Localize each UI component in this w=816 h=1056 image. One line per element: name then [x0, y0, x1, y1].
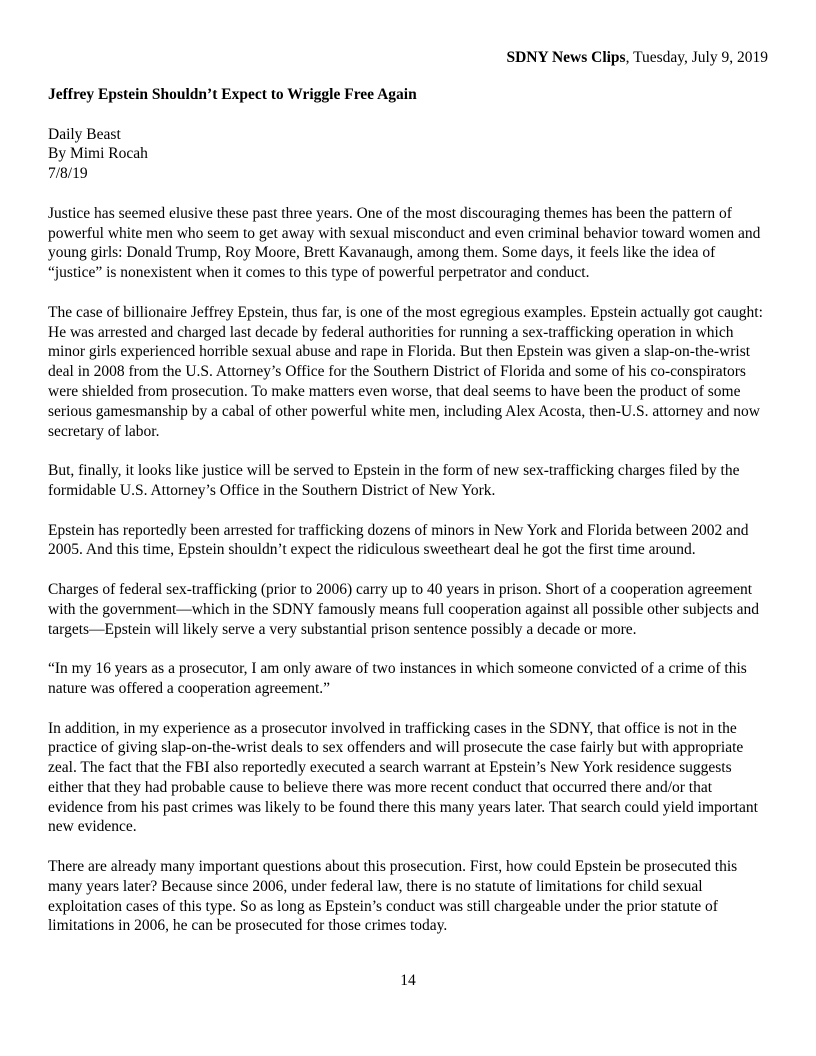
publication-name: SDNY News Clips: [506, 49, 626, 66]
article-paragraph: The case of billionaire Jeffrey Epstein, thus far, is one of the most egregious examples. Epstein actually got caught: He was arrested and charged last decade by federal authorities for running a sex-trafficking operation in which minor girls experienced horrible sexual abuse and rape in Florida. But then Epstein was given a slap-on-the-wrist deal in 2008 from the U.S. Attorney’s Office for the Southern District of Florida and some of his co-conspirators were shielded from prosecution. To make matters even worse, that deal seems to have been the product of some serious gamesmanship by a cabal of other powerful white men, including Alex Acosta, then-U.S. attorney and now secretary of labor.: [48, 303, 763, 440]
article-byline: By Mimi Rocah: [48, 145, 148, 163]
article-paragraph: Justice has seemed elusive these past three years. One of the most discouraging themes has been the pattern of powerful white men who seem to get away with sexual misconduct and even criminal behavior toward women and young girls: Donald Trump, Roy Moore, Brett Kavanaugh, among them. Some days, it feels like the idea of “justice” is nonexistent when it comes to this type of powerful perpetrator and conduct.: [48, 204, 761, 282]
article-date: 7/8/19: [48, 165, 88, 183]
article-paragraph: But, finally, it looks like justice will be served to Epstein in the form of new sex-trafficking charges filed by the formidable U.S. Attorney’s Office in the Southern District of New York.: [48, 462, 740, 499]
article-meta: [48, 125, 770, 184]
article-quote-paragraph: “In my 16 years as a prosecutor, I am only aware of two instances in which someone convicted of a crime of this nature was offered a cooperation agreement.”: [48, 660, 747, 697]
article-source: Daily Beast: [48, 125, 121, 143]
article-paragraph: Charges of federal sex-trafficking (prior to 2006) carry up to 40 years in prison. Short of a cooperation agreement with the government—which in the SDNY famously means full cooperation against all possible other subjects and targets—Epstein will likely serve a very substantial prison sentence possibly a decade or more.: [48, 580, 759, 638]
article: [48, 85, 770, 956]
page-header: [506, 48, 768, 68]
article-paragraph: Epstein has reportedly been arrested for trafficking dozens of minors in New York and Florida between 2002 and 2005. And this time, Epstein shouldn’t expect the ridiculous sweetheart deal he got the first time around.: [48, 521, 749, 559]
article-paragraph: In addition, in my experience as a prosecutor involved in trafficking cases in the SDNY, that office is not in the practice of giving slap-on-the-wrist deals to sex offenders and will prosecute the case fairly but with appropriate zeal. The fact that the FBI also reportedly executed a search warrant at Epstein’s New York residence suggests either that they had probable cause to believe there was more recent conduct that occurred there and/or that evidence from his past crimes was likely to be found there this many years later. That search could yield important new evidence.: [48, 719, 758, 836]
article-paragraph: There are already many important questions about this prosecution. First, how could Epstein be prosecuted this many years later? Because since 2006, under federal law, there is no statute of limitations for child sexual exploitation cases of this type. So as long as Epstein’s conduct was still chargeable under the prior statute of limitations in 2006, he can be prosecuted for those crimes today.: [48, 858, 738, 935]
article-headline: Jeffrey Epstein Shouldn’t Expect to Wriggle Free Again: [48, 86, 417, 103]
header-date: , Tuesday, July 9, 2019: [625, 49, 768, 66]
page-number: 14: [400, 972, 416, 989]
